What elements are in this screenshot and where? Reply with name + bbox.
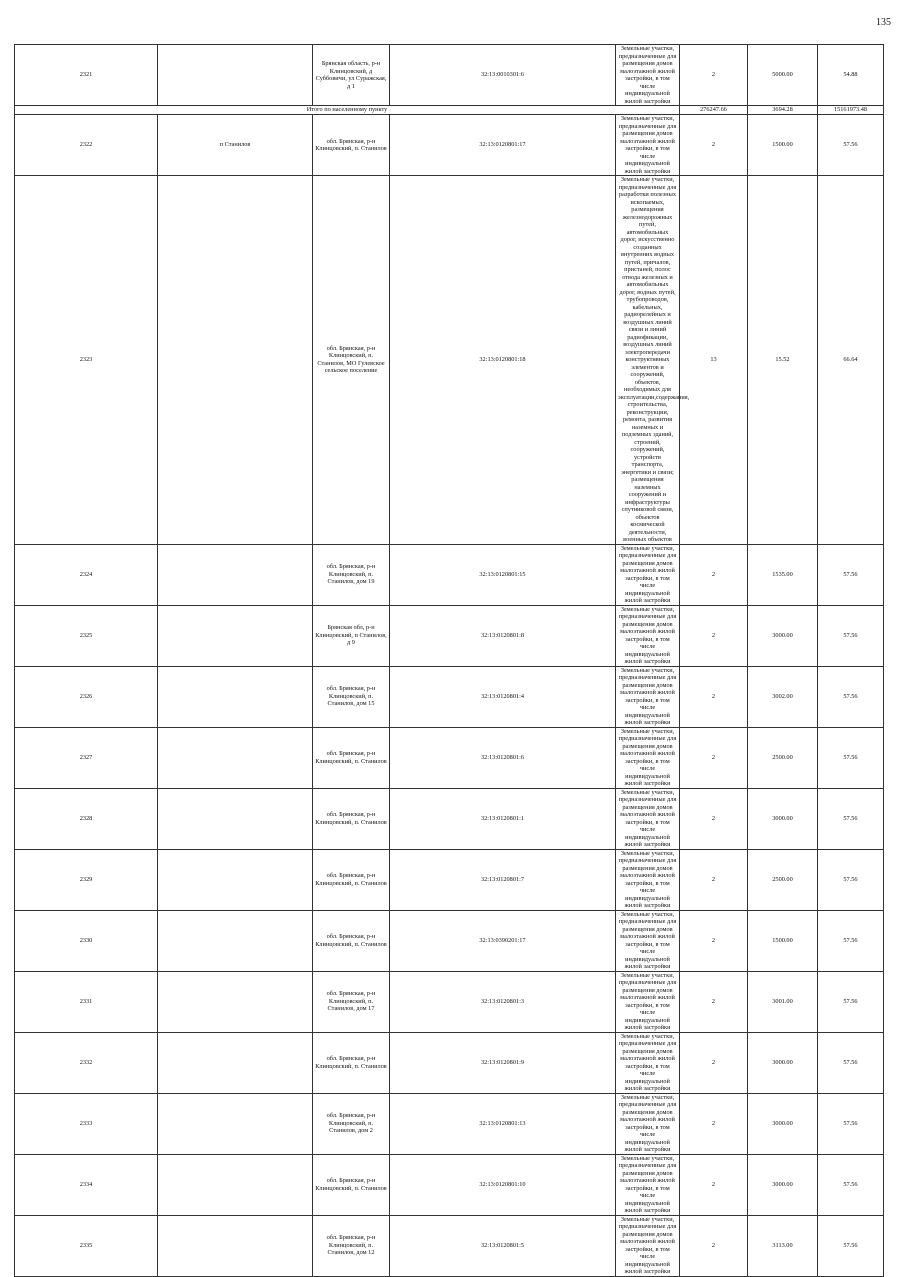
table-row (15, 115, 884, 176)
locality-cell (158, 1215, 313, 1276)
group-code-cell: 2 (680, 910, 748, 971)
group-code-cell: 2 (680, 788, 748, 849)
number-cell: 2331 (15, 971, 158, 1032)
address-cell: обл. Брянская, р-н Клинцовский, п. Станилов, дом 12 (313, 1215, 390, 1276)
rate-cell: 57.56 (818, 115, 884, 176)
table-row (15, 1215, 884, 1276)
rate-cell: 57.56 (818, 727, 884, 788)
number-cell: 2326 (15, 666, 158, 727)
cadastral-number-cell: 32:13:0120801:5 (390, 1215, 616, 1276)
area-cell: 3000.00 (748, 788, 818, 849)
table-row (15, 910, 884, 971)
rate-cell: 57.56 (818, 910, 884, 971)
address-cell: Брянская область, р-н Клинцовский, д Суббовичи, ул Суражская, д 1 (313, 45, 390, 106)
table-row (15, 666, 884, 727)
cadastral-number-cell: 32:13:0120801:15 (390, 544, 616, 605)
number-cell: 2332 (15, 1032, 158, 1093)
area-cell: 3000.00 (748, 605, 818, 666)
rate-cell: 57.56 (818, 788, 884, 849)
area-cell: 3001.00 (748, 971, 818, 1032)
rate-cell: 57.56 (818, 971, 884, 1032)
address-cell: обл. Брянская, р-н Клинцовский, п. Станилов (313, 727, 390, 788)
cadastral-value-table (14, 44, 884, 1277)
cadastral-number-cell: 32:13:0120801:13 (390, 1093, 616, 1154)
land-use-cell: Земельные участки, предназначенные для размещения домов малоэтажной жилой застройки, в том числе индивидуальной жилой застройки (616, 910, 680, 971)
locality-cell (158, 666, 313, 727)
group-code-cell: 2 (680, 666, 748, 727)
area-cell: 1500.00 (748, 115, 818, 176)
number-cell: 2323 (15, 176, 158, 545)
group-code-cell: 2 (680, 45, 748, 106)
locality-cell: п Станилов (158, 115, 313, 176)
cadastral-number-cell: 32:13:0120801:1 (390, 788, 616, 849)
group-code-cell: 2 (680, 971, 748, 1032)
cadastral-number-cell: 32:13:0120801:17 (390, 115, 616, 176)
cadastral-number-cell: 32:13:0120801:7 (390, 849, 616, 910)
number-cell: 2325 (15, 605, 158, 666)
group-code-cell: 2 (680, 727, 748, 788)
area-cell: 2500.00 (748, 849, 818, 910)
address-cell: обл. Брянская, р-н Клинцовский, п. Станилов, дом 19 (313, 544, 390, 605)
locality-cell (158, 1093, 313, 1154)
table-row (15, 788, 884, 849)
area-cell: 3000.00 (748, 1093, 818, 1154)
table-row (15, 544, 884, 605)
land-use-cell: Земельные участки, предназначенные для размещения домов малоэтажной жилой застройки, в том числе индивидуальной жилой застройки (616, 971, 680, 1032)
address-cell: Брянская обл, р-н Клинцовский, п Станилов, д 9 (313, 605, 390, 666)
group-code-cell: 2 (680, 115, 748, 176)
table-body (15, 45, 884, 1277)
locality-cell (158, 45, 313, 106)
number-cell: 2335 (15, 1215, 158, 1276)
address-cell: обл. Брянская, р-н Клинцовский, п. Станилов, дом 2 (313, 1093, 390, 1154)
table-row (15, 1032, 884, 1093)
cadastral-number-cell: 32:13:0120801:8 (390, 605, 616, 666)
address-cell: обл. Брянская, р-н Клинцовский, п. Станилов (313, 788, 390, 849)
land-use-cell: Земельные участки, предназначенные для размещения домов малоэтажной жилой застройки, в том числе индивидуальной жилой застройки (616, 115, 680, 176)
locality-cell (158, 788, 313, 849)
land-use-cell: Земельные участки, предназначенные для размещения домов малоэтажной жилой застройки, в том числе индивидуальной жилой застройки (616, 727, 680, 788)
address-cell: обл. Брянская, р-н Клинцовский, п. Станилов (313, 115, 390, 176)
cadastral-number-cell: 32:13:0120801:3 (390, 971, 616, 1032)
number-cell: 2330 (15, 910, 158, 971)
table-row (15, 971, 884, 1032)
land-use-cell: Земельные участки, предназначенные для размещения домов малоэтажной жилой застройки, в том числе индивидуальной жилой застройки (616, 544, 680, 605)
locality-cell (158, 605, 313, 666)
table-row (15, 849, 884, 910)
number-cell: 2321 (15, 45, 158, 106)
rate-cell: 57.56 (818, 1215, 884, 1276)
cadastral-number-cell: 32:13:0120801:10 (390, 1154, 616, 1215)
number-cell: 2329 (15, 849, 158, 910)
total-row (15, 106, 884, 115)
cadastral-number-cell: 32:13:0120801:4 (390, 666, 616, 727)
page-number: 135 (876, 17, 891, 28)
land-use-cell: Земельные участки, предназначенные для размещения домов малоэтажной жилой застройки, в том числе индивидуальной жилой застройки (616, 1154, 680, 1215)
land-use-cell: Земельные участки, предназначенные для размещения домов малоэтажной жилой застройки, в том числе индивидуальной жилой застройки (616, 1093, 680, 1154)
locality-cell (158, 1032, 313, 1093)
land-use-cell: Земельные участки, предназначенные для размещения домов малоэтажной жилой застройки, в том числе индивидуальной жилой застройки (616, 45, 680, 106)
group-code-cell: 2 (680, 1154, 748, 1215)
cadastral-number-cell: 32:13:0120801:9 (390, 1032, 616, 1093)
group-code-cell: 2 (680, 1032, 748, 1093)
area-cell: 3002.00 (748, 666, 818, 727)
land-use-cell: Земельные участки, предназначенные для разработки полезных ископаемых, размещения железнодорожных путей, автомобильных дорог, искусственно созданных внутренних водных путей, причалов, пристаней, полос отвода железных и автомобильных дорог, водных путей, трубопроводов, кабельных, радиорелейных и воздушных линий связи и линий радиофикации, воздушных линий электропередачи конструктивных элементов и сооружений, объектов, необходимых для эксплуатации,содержания, строительства, реконструкции, ремонта, развития наземных и подземных зданий, строений, сооружений, устройств транспорта, энергетики и связи; размещения наземных сооружений и инфраструктуры спутниковой связи, объектов космической деятельности, военных объектов (616, 176, 680, 545)
table-row (15, 176, 884, 545)
cadastral-number-cell: 32:13:0390201:17 (390, 910, 616, 971)
locality-cell (158, 544, 313, 605)
area-cell: 1500.00 (748, 910, 818, 971)
group-code-cell: 2 (680, 544, 748, 605)
area-cell: 2500.00 (748, 727, 818, 788)
rate-cell: 57.56 (818, 605, 884, 666)
cadastral-number-cell: 32:13:0120801:6 (390, 727, 616, 788)
locality-cell (158, 727, 313, 788)
address-cell: обл. Брянская, р-н Клинцовский, п. Станилов, МО Гулевское сельское поселение (313, 176, 390, 545)
cadastral-number-cell: 32:13:0120801:18 (390, 176, 616, 545)
group-code-cell: 2 (680, 1215, 748, 1276)
table-row (15, 727, 884, 788)
area-cell: 3000.00 (748, 1154, 818, 1215)
number-cell: 2324 (15, 544, 158, 605)
area-cell: 276247.66 (680, 106, 748, 115)
rate-cell: 57.56 (818, 1093, 884, 1154)
number-cell: 2327 (15, 727, 158, 788)
area-cell: 5000.00 (748, 45, 818, 106)
locality-cell (158, 971, 313, 1032)
address-cell: обл. Брянская, р-н Клинцовский, п. Станилов, дом 17 (313, 971, 390, 1032)
land-use-cell: Земельные участки, предназначенные для размещения домов малоэтажной жилой застройки, в том числе индивидуальной жилой застройки (616, 1215, 680, 1276)
table-row (15, 1093, 884, 1154)
area-cell: 3113.00 (748, 1215, 818, 1276)
number-cell: 2334 (15, 1154, 158, 1215)
rate-cell: 57.56 (818, 544, 884, 605)
rate-cell: 57.56 (818, 666, 884, 727)
locality-cell (158, 849, 313, 910)
land-use-cell: Земельные участки, предназначенные для размещения домов малоэтажной жилой застройки, в том числе индивидуальной жилой застройки (616, 1032, 680, 1093)
land-use-cell: Земельные участки, предназначенные для размещения домов малоэтажной жилой застройки, в том числе индивидуальной жилой застройки (616, 666, 680, 727)
rate-cell: 57.56 (818, 1032, 884, 1093)
rate-cell: 57.56 (818, 849, 884, 910)
rate-cell: 66.64 (818, 176, 884, 545)
locality-cell (158, 176, 313, 545)
rate-cell: 3694.28 (748, 106, 818, 115)
address-cell: обл. Брянская, р-н Клинцовский, п. Станилов (313, 1154, 390, 1215)
group-code-cell: 2 (680, 605, 748, 666)
land-use-cell: Земельные участки, предназначенные для размещения домов малоэтажной жилой застройки, в том числе индивидуальной жилой застройки (616, 849, 680, 910)
table-row (15, 45, 884, 106)
value-cell: 15161973.48 (818, 106, 884, 115)
group-code-cell: 13 (680, 176, 748, 545)
table-row (15, 605, 884, 666)
number-cell: 2328 (15, 788, 158, 849)
group-code-cell: 2 (680, 1093, 748, 1154)
area-cell: 3000.00 (748, 1032, 818, 1093)
locality-cell (158, 1154, 313, 1215)
address-cell: обл. Брянская, р-н Клинцовский, п. Станилов (313, 849, 390, 910)
area-cell: 1535.00 (748, 544, 818, 605)
cadastral-number-cell: 32:13:0010301:6 (390, 45, 616, 106)
rate-cell: 57.56 (818, 1154, 884, 1215)
number-cell: 2322 (15, 115, 158, 176)
total-label: Итого по населенному пункту (15, 106, 680, 115)
locality-cell (158, 910, 313, 971)
rate-cell: 54.88 (818, 45, 884, 106)
area-cell: 15.52 (748, 176, 818, 545)
number-cell: 2333 (15, 1093, 158, 1154)
group-code-cell: 2 (680, 849, 748, 910)
land-use-cell: Земельные участки, предназначенные для размещения домов малоэтажной жилой застройки, в том числе индивидуальной жилой застройки (616, 605, 680, 666)
address-cell: обл. Брянская, р-н Клинцовский, п. Станилов (313, 1032, 390, 1093)
address-cell: обл. Брянская, р-н Клинцовский, п. Станилов (313, 910, 390, 971)
table-row (15, 1154, 884, 1215)
land-use-cell: Земельные участки, предназначенные для размещения домов малоэтажной жилой застройки, в том числе индивидуальной жилой застройки (616, 788, 680, 849)
address-cell: обл. Брянская, р-н Клинцовский, п. Станилов, дом 15 (313, 666, 390, 727)
